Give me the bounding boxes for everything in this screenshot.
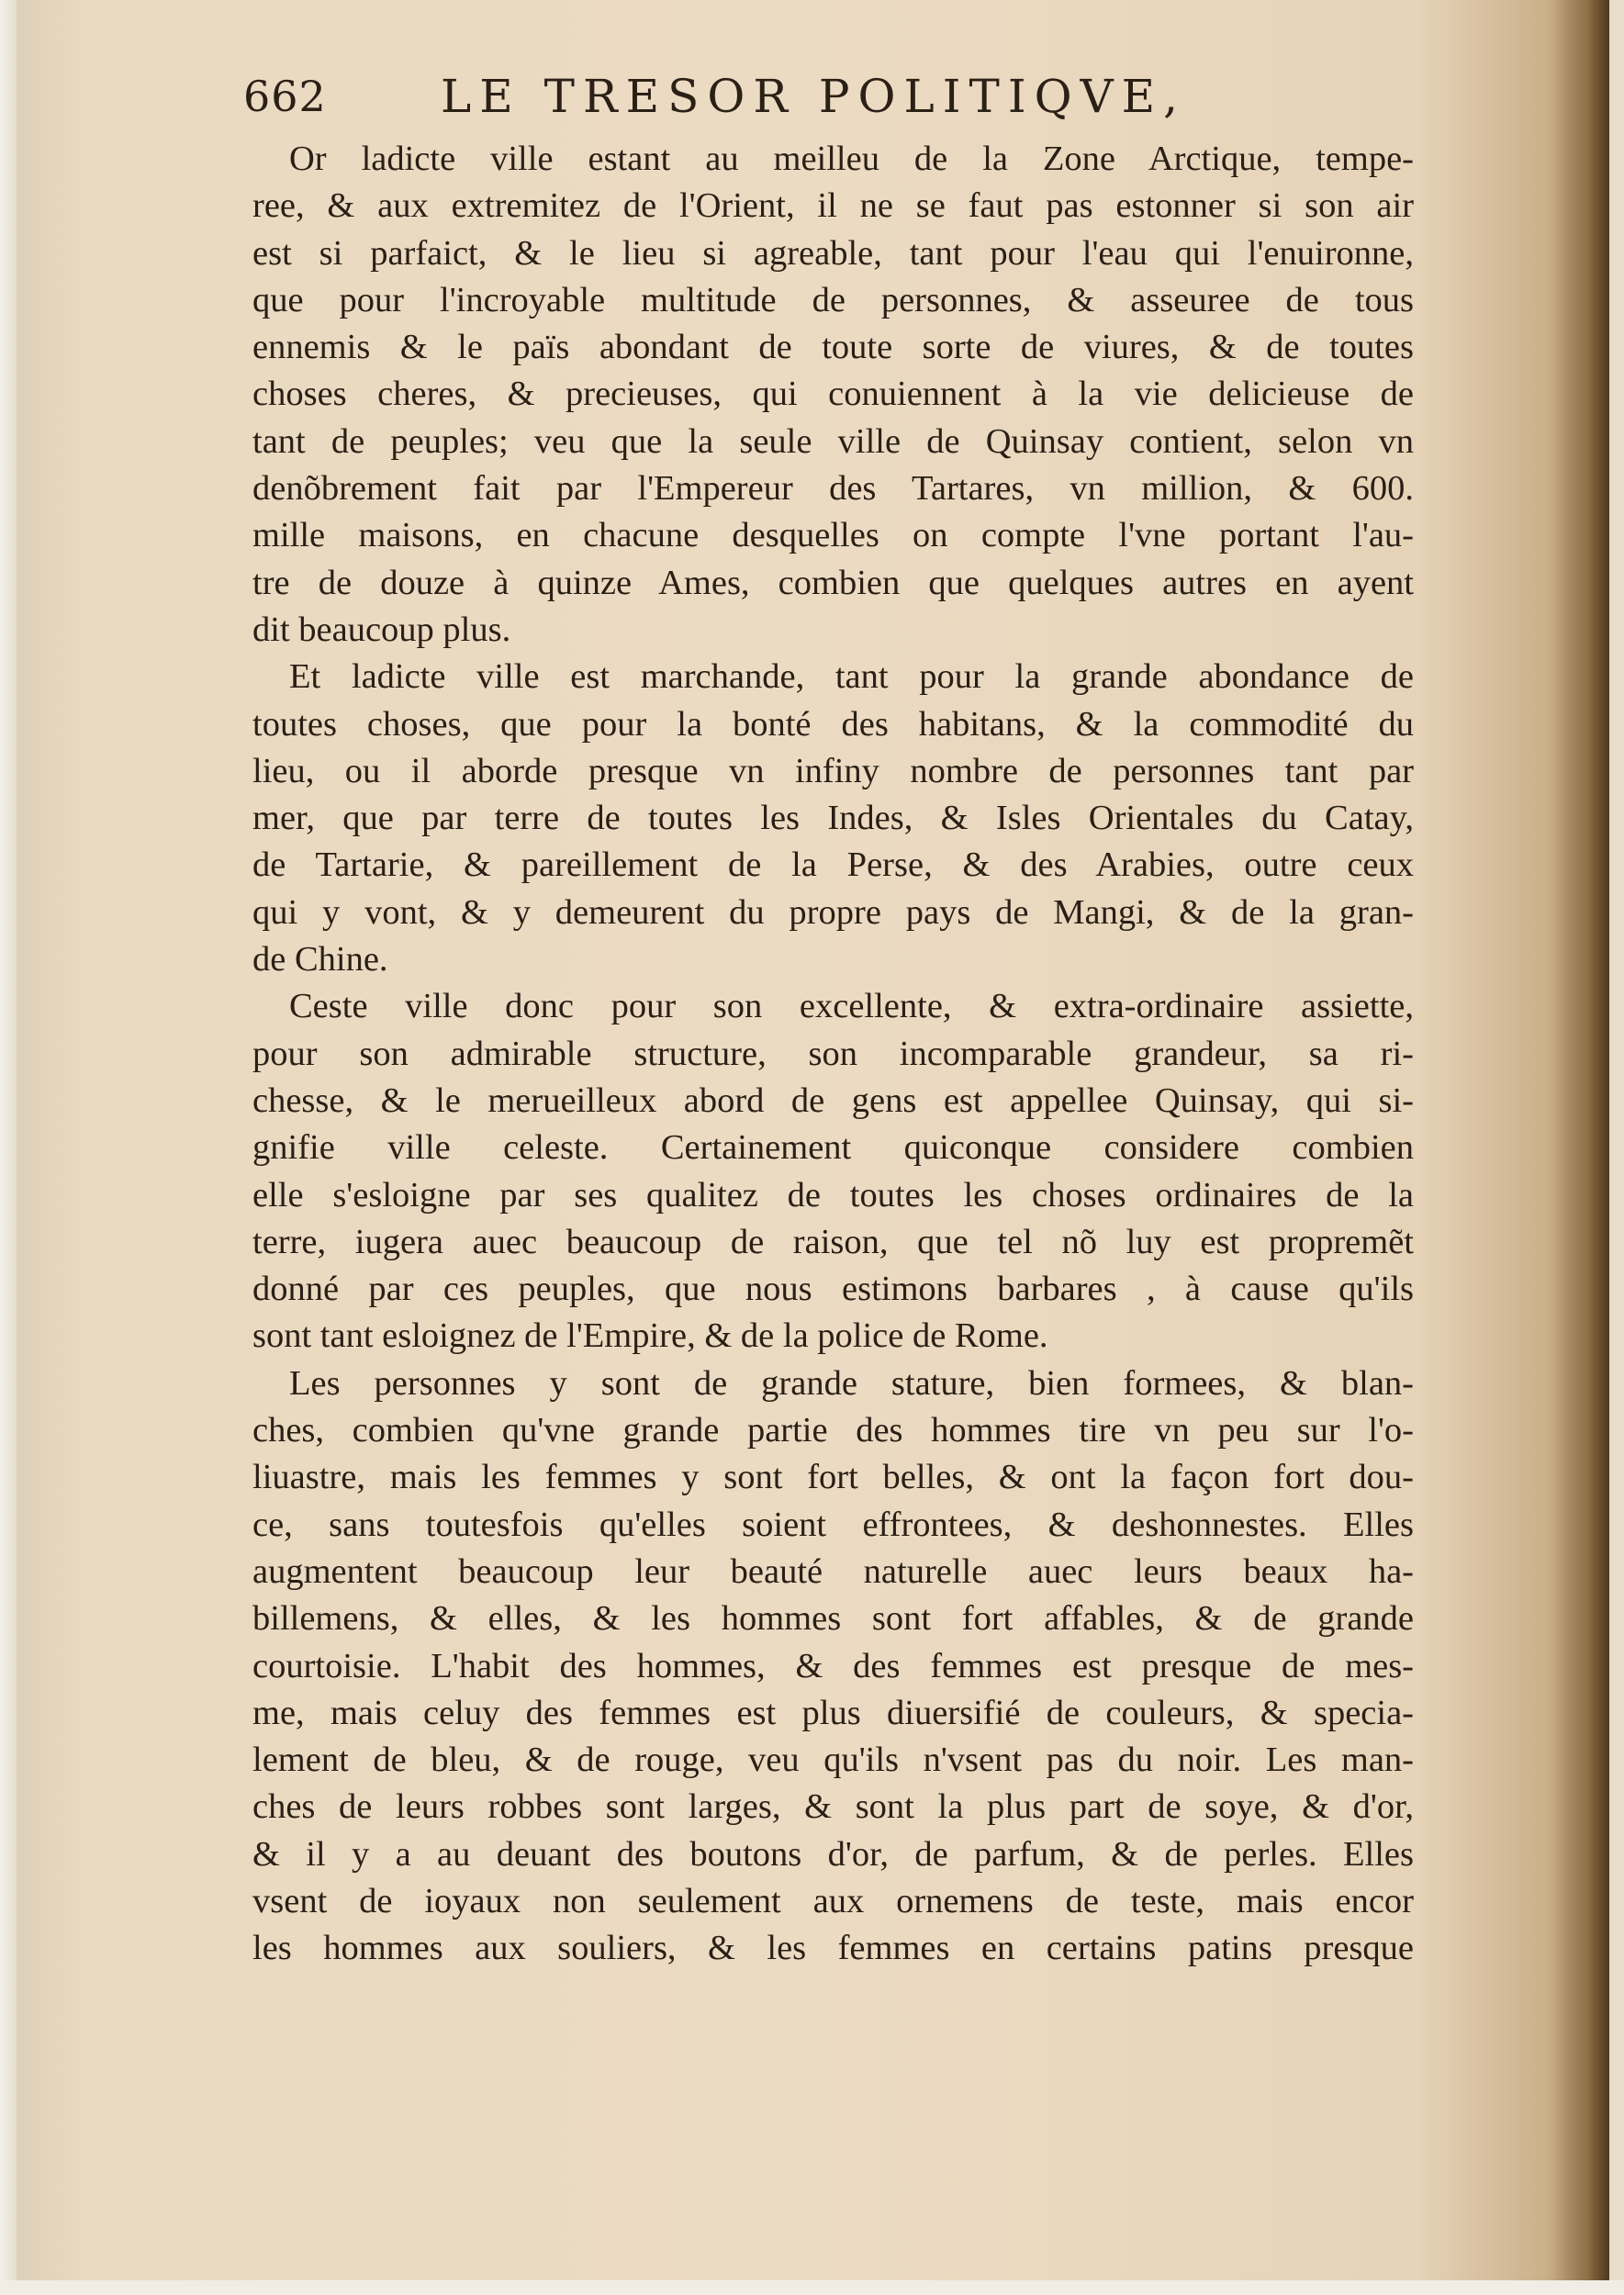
text-line: mille maisons, en chacune desquelles on compte l'vne portant l'au- <box>252 516 1414 555</box>
text-line: les hommes aux souliers, & les femmes en certains patins presque <box>252 1929 1414 1968</box>
paragraph <box>252 1360 1414 1973</box>
text-line: elle s'esloigne par ses qualitez de toutes les choses ordinaires de la <box>252 1175 1414 1215</box>
text-line: terre, iugera auec beaucoup de raison, que tel nõ luy est propremẽt <box>252 1222 1414 1261</box>
text-line: donné par ces peuples, que nous estimons barbares , à cause qu'ils <box>252 1270 1414 1309</box>
text-line: lieu, ou il aborde presque vn infiny nombre de personnes tant par <box>252 751 1414 790</box>
text-line: dit beaucoup plus. <box>252 610 511 649</box>
paragraph <box>252 136 1414 654</box>
text-line: augmentent beaucoup leur beauté naturelle auec leurs beaux ha- <box>252 1551 1414 1591</box>
text-line: ches, combien qu'vne grande partie des hommes tire vn peu sur l'o- <box>252 1411 1414 1450</box>
text-line: est si parfaict, & le lieu si agreable, tant pour l'eau qui l'enuironne, <box>252 233 1414 273</box>
text-line: chesse, & le merueilleux abord de gens est appellee Quinsay, qui si- <box>252 1080 1414 1120</box>
text-line: toutes choses, que pour la bonté des habitans, & la commodité du <box>252 704 1414 744</box>
text-line: tre de douze à quinze Ames, combien que quelques autres en ayent <box>252 563 1414 602</box>
text-line: ce, sans toutesfois qu'elles soient effrontees, & deshonnestes. Elles <box>252 1505 1414 1544</box>
text-line: pour son admirable structure, son incomparable grandeur, sa ri- <box>252 1034 1414 1073</box>
text-line: Or ladicte ville estant au meilleu de la Zone Arctique, tempe- <box>289 140 1414 178</box>
text-line: ennemis & le païs abondant de toute sorte de viures, & de toutes <box>252 328 1414 367</box>
text-line: Les personnes y sont de grande stature, bien formees, & blan- <box>289 1363 1414 1403</box>
text-line: denõbrement fait par l'Empereur des Tartares, vn million, & 600. <box>252 469 1414 509</box>
text-line: sont tant esloignez de l'Empire, & de la police de Rome. <box>252 1316 1048 1356</box>
text-line: lement de bleu, & de rouge, veu qu'ils n'vsent pas du noir. Les man- <box>252 1741 1414 1780</box>
text-line: Ceste ville donc pour son excellente, & extra-ordinaire assiette, <box>289 987 1414 1026</box>
text-line: de Tartarie, & pareillement de la Perse, & des Arabies, outre ceux <box>252 845 1414 885</box>
paragraph <box>252 654 1414 983</box>
page-bottom-margin <box>0 2280 1624 2295</box>
text-line: que pour l'incroyable multitude de personnes, & asseuree de tous <box>252 280 1414 319</box>
text-line: vsent de ioyaux non seulement aux ornemens de teste, mais encor <box>252 1881 1414 1920</box>
text-line: Et ladicte ville est marchande, tant pour la grande abondance de <box>289 657 1414 697</box>
page-left-margin <box>0 0 17 2295</box>
text-line: tant de peuples; veu que la seule ville de Quinsay contient, selon vn <box>252 421 1414 461</box>
running-title: LE TRESOR POLITIQVE, <box>441 70 1187 123</box>
text-line: choses cheres, & precieuses, qui conuiennent à la vie delicieuse de <box>252 375 1414 414</box>
body-text <box>252 136 1414 1973</box>
page-number: 662 <box>243 72 327 121</box>
text-line: mer, que par terre de toutes les Indes, & Isles Orientales du Catay, <box>252 799 1414 838</box>
text-line: gnifie ville celeste. Certainement quiconque considere combien <box>252 1128 1414 1168</box>
text-line: me, mais celuy des femmes est plus diuersifié de couleurs, & specia- <box>252 1693 1414 1732</box>
page-header <box>243 64 1418 129</box>
text-line: ches de leurs robbes sont larges, & sont la plus part de soye, & d'or, <box>252 1787 1414 1827</box>
text-line: billemens, & elles, & les hommes sont fort affables, & de grande <box>252 1599 1414 1639</box>
text-line: liuastre, mais les femmes y sont fort belles, & ont la façon fort dou- <box>252 1458 1414 1497</box>
binding-gutter-shadow <box>1554 0 1609 2295</box>
paragraph <box>252 983 1414 1360</box>
text-line: & il y a au deuant des boutons d'or, de parfum, & de perles. Elles <box>252 1834 1414 1874</box>
text-line: qui y vont, & y demeurent du propre pays de Mangi, & de la gran- <box>252 892 1414 932</box>
text-line: ree, & aux extremitez de l'Orient, il ne se faut pas estonner si son air <box>252 186 1414 226</box>
text-line: courtoisie. L'habit des hommes, & des femmes est presque de mes- <box>252 1646 1414 1685</box>
text-line: de Chine. <box>252 940 388 980</box>
